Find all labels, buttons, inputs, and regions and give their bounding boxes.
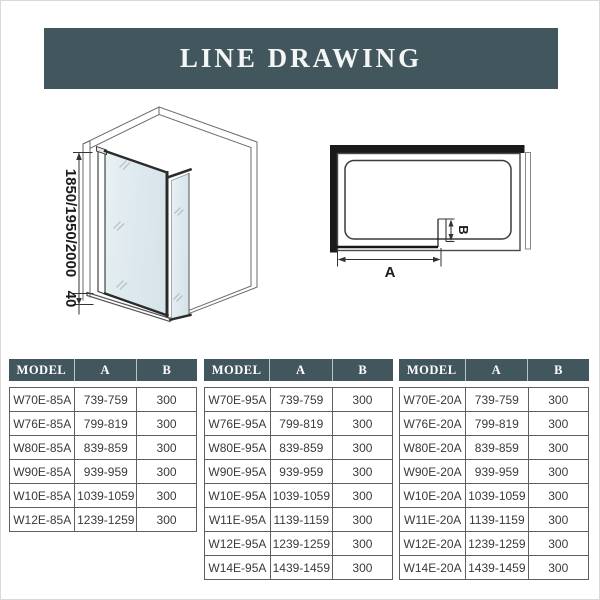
table-row [10,436,197,460]
cell-model: W12E-85A [10,508,75,532]
cell-model: W10E-85A [10,484,75,508]
cell-a: 1039-1059 [466,484,528,508]
cell-b: 300 [137,508,197,532]
top-view-drawing [330,145,531,281]
cell-model: W80E-95A [205,436,271,460]
cell-model: W10E-20A [400,484,466,508]
cell-b: 300 [528,412,589,436]
cell-a: 839-859 [75,436,137,460]
cell-a: 739-759 [466,388,528,412]
cell-model: W80E-20A [400,436,466,460]
table-row [205,436,393,460]
cell-model: W76E-95A [205,412,271,436]
header-a: A [75,359,137,381]
a-dimension-label: A [384,264,396,281]
cell-model: W70E-85A [10,388,75,412]
cell-a: 1439-1459 [270,556,332,580]
cell-b: 300 [528,388,589,412]
table-row [400,436,589,460]
table-row [205,388,393,412]
header-b: B [358,362,368,377]
cell-b: 300 [332,484,392,508]
cell-b: 300 [137,388,197,412]
wall-profile-bar [98,149,105,295]
cell-a: 799-819 [75,412,137,436]
cell-model: W11E-95A [205,508,271,532]
cell-a: 1239-1259 [75,508,137,532]
table-row [205,460,393,484]
table-row [205,412,393,436]
table-row [10,412,197,436]
cell-model: W14E-95A [205,556,271,580]
cell-b: 300 [137,412,197,436]
cell-model: W12E-95A [205,532,271,556]
tray-height-label: 40 [62,290,79,308]
spec-table-85a [9,359,197,532]
spec-table-20a [399,359,589,580]
header-b: B [554,362,563,377]
cell-a: 799-819 [270,412,332,436]
glass-panel [97,147,168,317]
top-wall-bar [330,145,525,153]
header-model: MODEL [9,359,75,381]
line-drawings-canvas [1,96,600,356]
cell-b: 300 [332,412,392,436]
spec-table-95a [204,359,393,580]
left-wall-bar [330,145,337,253]
cell-b: 300 [137,436,197,460]
cell-a: 739-759 [270,388,332,412]
cell-b: 300 [332,388,392,412]
tray-inner-outline [345,161,511,240]
cell-a: 739-759 [75,388,137,412]
cell-model: W14E-20A [400,556,466,580]
cell-a: 1039-1059 [270,484,332,508]
cell-b: 300 [528,484,589,508]
table-row [10,388,197,412]
cell-model: W90E-85A [10,460,75,484]
cell-a: 1239-1259 [270,532,332,556]
table-row [205,532,393,556]
cell-a: 1039-1059 [75,484,137,508]
table-row [400,532,589,556]
cell-b: 300 [528,460,589,484]
b-dimension-label: B [456,225,471,235]
cell-a: 939-959 [75,460,137,484]
cell-model: W76E-20A [400,412,466,436]
cell-model: W80E-85A [10,436,75,460]
cell-a: 1239-1259 [466,532,528,556]
table-row [10,484,197,508]
cell-b: 300 [332,556,392,580]
header-a: A [270,359,332,381]
table-row [10,508,197,532]
side-profile-strip [526,153,531,250]
cell-b: 300 [332,436,392,460]
cell-a: 1439-1459 [466,556,528,580]
cell-model: W90E-20A [400,460,466,484]
page-title: LINE DRAWING [44,28,558,89]
cell-b: 300 [137,484,197,508]
cell-model: W70E-95A [205,388,271,412]
cell-b: 300 [528,508,589,532]
cell-b: 300 [528,436,589,460]
table-row [400,388,589,412]
cell-b: 300 [332,460,392,484]
table-row [10,460,197,484]
header-model: MODEL [204,359,270,381]
header-a: A [466,359,529,381]
header-b: B [162,362,172,377]
cell-model: W12E-20A [400,532,466,556]
cell-model: W10E-95A [205,484,271,508]
cell-model: W11E-20A [400,508,466,532]
table-row [400,508,589,532]
return-panel [168,170,191,321]
cell-a: 839-859 [466,436,528,460]
table-header-row [9,359,197,381]
cell-b: 300 [528,532,589,556]
table-row [205,484,393,508]
cell-b: 300 [137,460,197,484]
table-row [400,484,589,508]
height-dimension-label: 1850/1950/2000 [62,168,79,278]
header-model: MODEL [399,359,466,381]
cell-a: 939-959 [270,460,332,484]
cell-a: 1139-1159 [270,508,332,532]
table-row [400,556,589,580]
cell-b: 300 [528,556,589,580]
cell-b: 300 [332,508,392,532]
table-header-row [399,359,589,381]
table-row [205,508,393,532]
isometric-shower-drawing [62,107,257,322]
cell-a: 939-959 [466,460,528,484]
table-row [400,460,589,484]
cell-model: W70E-20A [400,388,466,412]
table-row [205,556,393,580]
cell-model: W90E-95A [205,460,271,484]
cell-a: 799-819 [466,412,528,436]
cell-model: W76E-85A [10,412,75,436]
cell-a: 1139-1159 [466,508,528,532]
table-header-row [204,359,393,381]
table-row [400,412,589,436]
cell-b: 300 [332,532,392,556]
cell-a: 839-859 [270,436,332,460]
